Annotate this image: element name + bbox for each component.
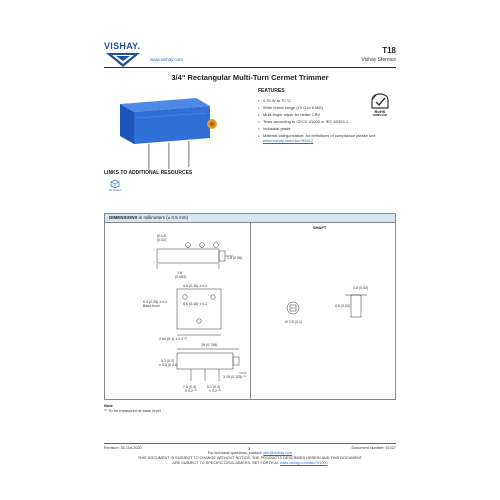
dim-label-d3: 1.6 (0.06): [227, 256, 243, 260]
dim-label-d8: 19 (0.748): [201, 343, 218, 347]
shaft-view: [287, 295, 367, 317]
footer-disclaimer-link[interactable]: www.vishay.com/doc?91000: [279, 461, 328, 465]
shaft-label: SHAFT: [313, 225, 327, 230]
footer-doc-number: Document Number: 51027: [351, 446, 396, 450]
dimensions-heading-bold: DIMENSIONS: [109, 215, 138, 220]
dim-label-d10: 3.15 (0.125) ⁽¹⁾: [223, 375, 247, 379]
footer-questions: [104, 451, 396, 455]
product-photo: [106, 88, 236, 178]
rohs-sublabel: COMPLIANT: [372, 114, 388, 117]
feature-item: • Multi-finger wiper for better CRV: [258, 112, 398, 117]
doc-id: T18: [382, 46, 396, 55]
dim-label-d6b: Base level: [143, 304, 160, 308]
footer-disclaimer-2: [104, 461, 396, 465]
dim-label-d1b: (0.02): [157, 238, 167, 242]
pin-layout: [177, 289, 221, 335]
header-rule: [104, 67, 396, 68]
dim-label-d9: 5.3 (0.2): [161, 359, 175, 363]
doc-subtitle: Vishay Sfernice: [361, 57, 396, 63]
feature-item: • Tests according to CECC 41000 or IEC 60393-1: [258, 119, 398, 124]
dim-label-d9b: ± 0.3 (0.01): [159, 363, 178, 367]
page-header: [104, 38, 396, 68]
footer-questions-link[interactable]: sfer@vishay.com: [263, 451, 293, 455]
feature-item-material: [258, 133, 398, 143]
dim-label-d6: 6.4 (0.25) ± 0.2: [143, 300, 168, 304]
logo-triangle-icon: [106, 53, 140, 67]
dim-label-d12: 5.1 (0.2): [207, 385, 221, 389]
top-view: [157, 243, 233, 269]
dim-label-d11b: ± 0.2 ⁽¹⁾: [185, 389, 197, 393]
links-heading: LINKS TO ADDITIONAL RESOURCES: [104, 170, 193, 176]
vishay-logo: [104, 41, 144, 67]
page-title: 3/4" Rectangular Multi-Turn Cermet Trimmer: [171, 73, 329, 82]
dimensions-heading: [109, 215, 188, 220]
dimensions-table: [104, 213, 396, 400]
website-link[interactable]: www.vishay.com: [150, 57, 183, 62]
note-heading: Note: [104, 403, 113, 408]
feature-item: • Wide ohmic range (10 Ω to 5 MΩ): [258, 105, 398, 110]
footer-revision: Revision: 31-Oct-2020: [104, 446, 142, 450]
footer-rule: [104, 443, 396, 444]
footer-disclaimer-1: THIS DOCUMENT IS SUBJECT TO CHANGE WITHOUT NOTICE. THE PRODUCTS DESCRIBED HEREIN AND THIS DOCUMENT: [137, 456, 363, 460]
shaft-label-s2: 0.6 (0.02): [335, 304, 351, 308]
dim-label-d5: 4.6 (0.18) ± 0.2: [183, 302, 208, 306]
dim-label-d12b: ± 0.2 ⁽¹⁾: [209, 389, 221, 393]
dimensions-header: [105, 214, 395, 223]
dimension-drawing: [105, 223, 395, 399]
footer-page-number: 1: [248, 446, 251, 451]
dim-label-d1: Ø 0.5: [157, 234, 166, 238]
shaft-label-s3: Ø 2.5 (0.1): [285, 320, 303, 324]
dim-label-d7: 2.54 (0.1) ± 0.2 ⁽¹⁾: [159, 337, 188, 341]
footer-disclaimer-2-text: ARE SUBJECT TO SPECIFIC DISCLAIMERS, SET FORTH AT: [172, 461, 279, 465]
datasheet-page: [104, 30, 396, 470]
3d-model-icon[interactable]: [110, 179, 120, 189]
shaft-label-s1: 0.8 (0.02): [353, 286, 369, 290]
logo-text: VISHAY.: [104, 41, 141, 51]
rohs-label: RoHS: [374, 109, 386, 114]
3d-model-label[interactable]: 3D Models: [109, 189, 121, 192]
dim-label-d2b: (0.063): [175, 275, 187, 279]
footer-questions-text: For technical questions, contact:: [207, 451, 263, 455]
material-text: Material categorization: for definitions of compliance please see: [263, 133, 376, 138]
dim-label-d4: 4.6 (0.18) ± 0.2: [183, 284, 208, 288]
dimensions-heading-rest: in millimeters (± 0.5 mm): [137, 215, 188, 220]
material-link[interactable]: www.vishay.com/doc?99912: [263, 138, 314, 143]
features-heading: FEATURES: [258, 88, 285, 94]
dim-label-d11: 7.6 (0.3): [183, 385, 197, 389]
feature-item: • 0.75 W at 70 °C: [258, 98, 398, 103]
dim-label-d2: 1.6: [177, 271, 182, 275]
note-text: ⁽¹⁾ To be measured at base level: [104, 408, 161, 413]
feature-item: • Industrial grade: [258, 126, 398, 131]
